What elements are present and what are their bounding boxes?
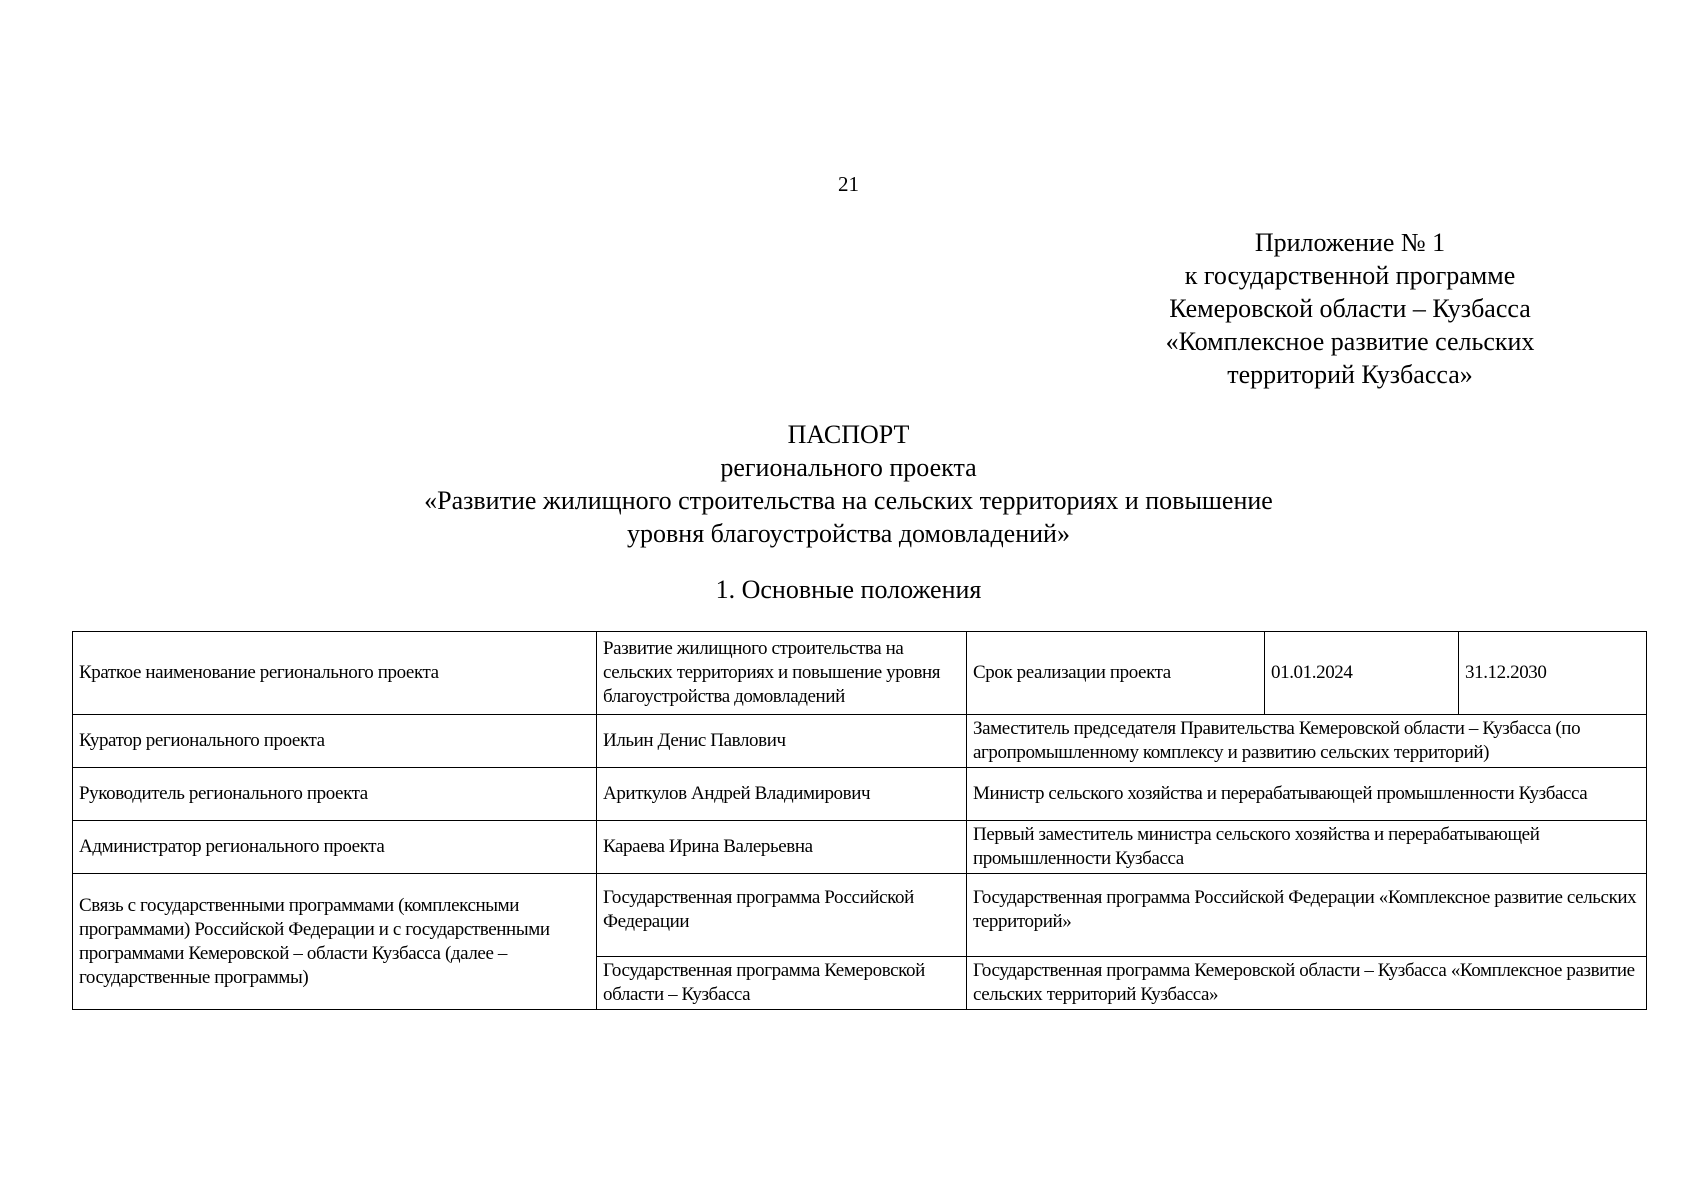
curator-position: Заместитель председателя Правительства Кемеровской области – Кузбасса (по агропромышленному комплексу и развитию сельских территорий)	[967, 715, 1647, 768]
appendix-line: Приложение № 1	[1254, 228, 1446, 257]
table-row	[73, 715, 1647, 768]
page-number: 21	[838, 172, 859, 196]
project-name-line: «Развитие жилищного строительства на сельских территориях и повышение	[424, 486, 1273, 515]
program-type: Государственная программа Кемеровской области – Кузбасса	[597, 957, 967, 1010]
term-label: Срок реализации проекта	[967, 632, 1265, 715]
short-name-value: Развитие жилищного строительства на сельских территориях и повышение уровня благоустройства домовладений	[597, 632, 967, 715]
program-type: Государственная программа Российской Федерации	[597, 874, 967, 957]
title-heading: ПАСПОРТ	[787, 420, 910, 449]
table-row	[73, 874, 1647, 957]
program-name: Государственная программа Российской Федерации «Комплексное развитие сельских территорий»	[967, 874, 1647, 957]
administrator-name: Караева Ирина Валерьевна	[597, 821, 967, 874]
leader-name: Ариткулов Андрей Владимирович	[597, 768, 967, 821]
title-subheading: регионального проекта	[720, 453, 977, 482]
row-label: Руководитель регионального проекта	[73, 768, 597, 821]
row-label: Куратор регионального проекта	[73, 715, 597, 768]
program-name: Государственная программа Кемеровской области – Кузбасса «Комплексное развитие сельских территорий Кузбасса»	[967, 957, 1647, 1010]
document-title	[0, 418, 1697, 550]
start-date: 01.01.2024	[1265, 632, 1459, 715]
curator-name: Ильин Денис Павлович	[597, 715, 967, 768]
administrator-position: Первый заместитель министра сельского хозяйства и перерабатывающей промышленности Кузбасса	[967, 821, 1647, 874]
table-row	[73, 821, 1647, 874]
row-label: Администратор регионального проекта	[73, 821, 597, 874]
appendix-line: к государственной программе	[1184, 261, 1516, 290]
appendix-line: «Комплексное развитие сельских	[1165, 327, 1535, 356]
end-date: 31.12.2030	[1459, 632, 1647, 715]
appendix-block	[1140, 226, 1560, 391]
table-row	[73, 632, 1647, 715]
appendix-line: Кемеровской области – Кузбасса	[1169, 294, 1531, 323]
leader-position: Министр сельского хозяйства и перерабатывающей промышленности Кузбасса	[967, 768, 1647, 821]
passport-table	[72, 631, 1647, 1010]
section-title: 1. Основные положения	[715, 575, 982, 604]
row-label: Краткое наименование регионального проекта	[73, 632, 597, 715]
row-label: Связь с государственными программами (комплексными программами) Российской Федерации и с государственными программами Кемеровской – области Кузбасса (далее – государственные программы)	[73, 874, 597, 1010]
project-name-line: уровня благоустройства домовладений»	[627, 519, 1070, 548]
appendix-line: территорий Кузбасса»	[1227, 360, 1473, 389]
table-row	[73, 768, 1647, 821]
